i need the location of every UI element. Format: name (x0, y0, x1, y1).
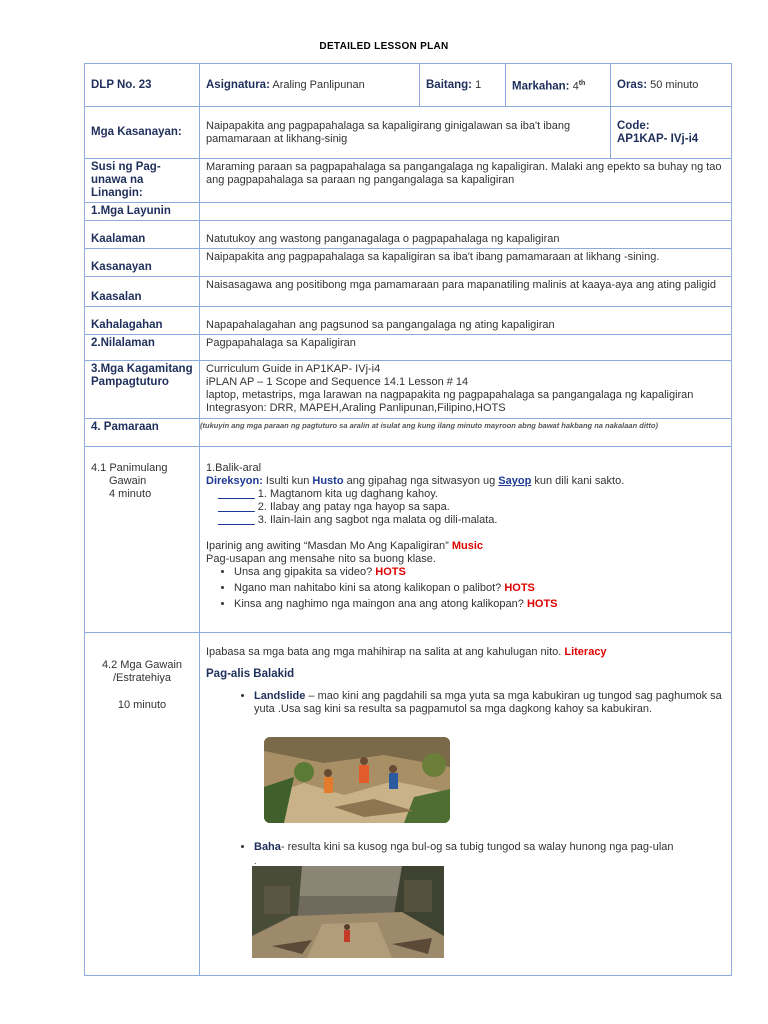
answer-blank: ______ (218, 501, 255, 513)
sayop-word: Sayop (498, 475, 532, 487)
balik-item (206, 488, 725, 501)
markahan-value: 4 (572, 80, 579, 93)
kaalaman-row (85, 221, 732, 249)
balik-item (206, 514, 725, 527)
panimula-row (85, 447, 732, 633)
balakid-landslide (254, 690, 725, 716)
hots-question: • Ngano man nahitabo kini sa atong kalikopan o palibot? HOTS (234, 582, 725, 595)
markahan-cell (506, 64, 611, 107)
dlp-number: DLP No. 23 (91, 78, 152, 91)
layunin-empty (200, 203, 732, 221)
kagamitan-label: 3.Mga Kagamitang Pampagtuturo (91, 363, 193, 388)
baitang-value: 1 (475, 78, 482, 91)
oras-label: Oras: (617, 78, 648, 91)
hots-question: • Unsa ang gipakita sa video? HOTS (234, 566, 725, 579)
hots-tag: HOTS (526, 598, 558, 610)
balik-item-text: 3. Ilain-lain ang sagbot nga malata og dili-malata. (254, 514, 498, 526)
kasanayan-label-cell (85, 107, 200, 159)
kagamitan-line: Integrasyon: DRR, MAPEH,Araling Panlipunan,Filipino,HOTS (206, 402, 506, 414)
music-tag: Music (451, 540, 483, 552)
gawain-label-2: /Estratehiya (112, 672, 172, 684)
lesson-plan-table (84, 63, 732, 976)
pamaraan-label: 4. Pamaraan (91, 421, 159, 433)
flood-image (252, 866, 444, 958)
landslide-photo (264, 737, 450, 823)
answer-blank: ______ (218, 488, 255, 500)
kagamitan-line: Curriculum Guide in AP1KAP- IVj-i4 (206, 363, 381, 375)
kagamitan-line: laptop, metastrips, mga larawan na nagpapakita ng pagpapahalaga sa pangangalaga ng kapaligiran (206, 389, 694, 401)
oras-value: 50 minuto (650, 78, 699, 91)
kaalaman-label: Kaalaman (91, 233, 146, 245)
stray-dot: . (254, 856, 257, 866)
markahan-label: Markahan: (512, 80, 570, 93)
oras-cell (611, 64, 732, 107)
panimula-time: 4 minuto (109, 488, 152, 500)
code-cell (611, 107, 732, 159)
document-title: DETAILED LESSON PLAN (319, 41, 449, 52)
kahalagahan-text: Napapahalagahan ang pagsunod sa pangangalaga ng ating kapaligiran (200, 307, 732, 335)
kasanayan2-label: Kasanayan (91, 261, 152, 273)
pamaraan-note: (tukuyin ang mga paraan ng pagtuturo sa aralin at isulat ang kung ilang minuto mayroon abng bawat hakbang na nakalaan ditto) (200, 421, 658, 430)
kasanayan-text: Naipapakita ang pagpapahalaga sa kapaligirang ginigalawan sa iba't ibang pamamaraan at likhang-sinig (200, 107, 611, 159)
kasanayan-label: Mga Kasanayan: (91, 126, 182, 138)
kagamitan-label-cell (85, 361, 200, 419)
hots-question: • Kinsa ang naghimo nga maingon ana ang atong kalikopan? HOTS (234, 598, 725, 611)
iparinig-text: Iparinig ang awiting “Masdan Mo Ang Kapaligiran” (206, 540, 452, 552)
layunin-row (85, 203, 732, 221)
baitang-cell (420, 64, 506, 107)
kasanayan-row (85, 107, 732, 159)
balakid-baha (254, 841, 725, 854)
landslide-image (264, 737, 450, 823)
direksyon-label: Direksyon: (206, 475, 263, 487)
panimula-content (200, 447, 732, 633)
balik-item (206, 501, 725, 514)
kasanayan2-label-cell (85, 249, 200, 277)
code-value: AP1KAP- IVj-i4 (617, 132, 699, 145)
kaasalan-row (85, 277, 732, 307)
balakid-list (206, 690, 725, 716)
iparinig-line (206, 540, 725, 553)
pamaraan-row (85, 419, 732, 447)
kaalaman-label-cell (85, 221, 200, 249)
direksyon-text-1: Isulti kun (262, 475, 313, 487)
direksyon-text-2: ang gipahag nga sitwasyon ug (343, 475, 499, 487)
kagamitan-row (85, 361, 732, 419)
pagalis-heading: Pag-alis Balakid (206, 668, 295, 680)
balik-item-text: 2. Ilabay ang patay nga hayop sa sapa. (254, 501, 450, 513)
susi-label-cell (85, 159, 200, 203)
kaasalan-label-cell (85, 277, 200, 307)
kasanayan2-text: Naipapakita ang pagpapahalaga sa kapaligiran sa iba't ibang pamamaraan at likhang -sining. (200, 249, 732, 277)
baha-definition: - resulta kini sa kusog nga bul-og sa tubig tungod sa walay hunong nga pag-ulan (280, 841, 674, 853)
balik-aral: 1.Balik-aral (206, 462, 262, 474)
hots-tag: HOTS (375, 566, 406, 578)
nilalaman-label: 2.Nilalaman (91, 337, 155, 349)
susi-row (85, 159, 732, 203)
kagamitan-text (200, 361, 732, 419)
kagamitan-line: iPLAN AP – 1 Scope and Sequence 14.1 Lesson # 14 (206, 376, 469, 388)
answer-blank: ______ (218, 514, 255, 526)
baitang-label: Baitang: (426, 78, 472, 91)
dlp-cell (85, 64, 200, 107)
nilalaman-text: Pagpapahalaga sa Kapaligiran (200, 335, 732, 361)
gawain-content (200, 633, 732, 976)
asignatura-label: Asignatura: (206, 78, 270, 91)
husto-word: Husto (312, 475, 344, 487)
direksyon-line (206, 475, 725, 488)
layunin-label: 1.Mga Layunin (91, 205, 171, 217)
panimula-label-2: Gawain (109, 475, 147, 487)
landslide-definition: – mao kini ang pagdahili sa mga yuta sa mga kabukiran ug tungod sag paghumok sa yuta .Usa sag kini sa resulta sa pagpamutol sa mga dagkong kahoy sa kabukiran. (254, 690, 722, 715)
kaasalan-text: Naisasagawa ang positibong mga pamamaraan para mapanatiling malinis at kaaya-aya ang ating paligid (200, 277, 732, 307)
hots-tag: HOTS (504, 582, 535, 594)
nilalaman-label-cell (85, 335, 200, 361)
gawain-time: 10 minuto (117, 699, 167, 711)
kahalagahan-label: Kahalagahan (91, 319, 163, 331)
balik-item-text: 1. Magtanom kita ug daghang kahoy. (254, 488, 438, 500)
susi-label: Susi ng Pag-unawa na Linangin: (91, 161, 161, 199)
kahalagahan-row (85, 307, 732, 335)
pagusapan-line: Pag-usapan ang mensahe nito sa buong klase. (206, 553, 436, 565)
direksyon-text-3: kun dili kani sakto. (531, 475, 625, 487)
flood-photo (252, 866, 444, 958)
ipabasa-text: Ipabasa sa mga bata ang mga mahihirap na salita at ang kahulugan nito. (206, 646, 565, 658)
panimula-label: 4.1 Panimulang (91, 462, 168, 474)
kaasalan-label: Kaasalan (91, 291, 142, 303)
kasanayan2-row (85, 249, 732, 277)
panimula-label-cell (85, 447, 200, 633)
gawain-label: 4.2 Mga Gawain (101, 659, 183, 671)
landslide-term: Landslide (254, 690, 306, 702)
nilalaman-row (85, 335, 732, 361)
baha-term: Baha (254, 841, 281, 853)
code-label: Code: (617, 119, 650, 132)
header-row (85, 64, 732, 107)
balakid-list-2 (206, 841, 725, 854)
pamaraan-label-cell (85, 419, 200, 447)
asignatura-value: Araling Panlipunan (272, 78, 365, 91)
layunin-label-cell (85, 203, 200, 221)
gawain-row (85, 633, 732, 976)
gawain-label-cell (85, 633, 200, 976)
kaalaman-text: Natutukoy ang wastong panganagalaga o pagpapahalaga ng kapaligiran (200, 221, 732, 249)
kahalagahan-label-cell (85, 307, 200, 335)
pamaraan-note-cell (200, 419, 732, 447)
ipabasa-line (206, 646, 725, 659)
asignatura-cell (200, 64, 420, 107)
hots-question-list (206, 566, 725, 611)
susi-text: Maraming paraan sa pagpapahalaga sa pangangalaga ng kapaligiran. Malaki ang epekto sa buhay ng tao ang pagpapahalaga sa paraan ng pangangalaga sa kapaligiran (200, 159, 732, 203)
markahan-suffix: th (578, 79, 586, 87)
literacy-tag: Literacy (564, 646, 607, 658)
